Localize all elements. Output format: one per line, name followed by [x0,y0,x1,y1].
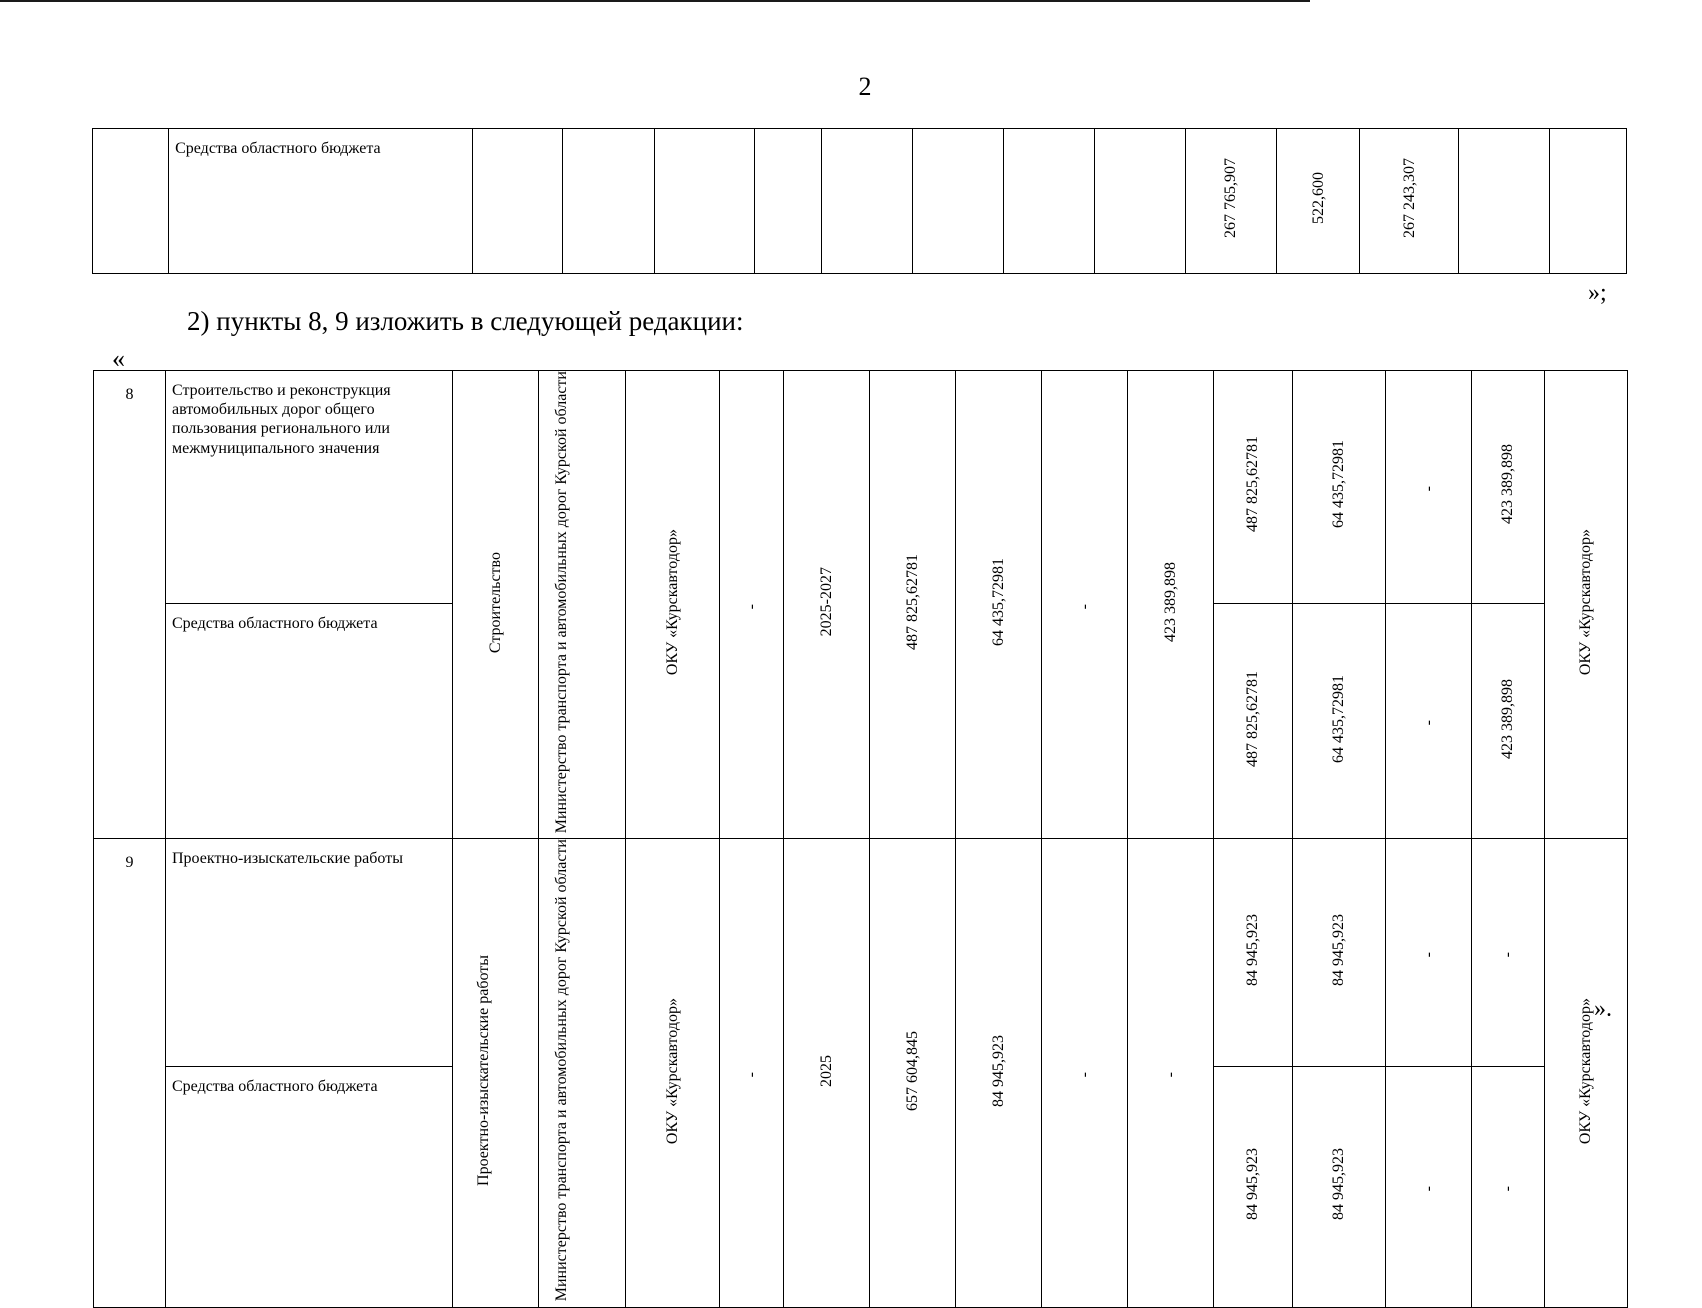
period: 2025 [784,839,870,1307]
value-2027: - [1472,839,1545,1067]
ministry: Министерство транспорта и автомобильных дорог Курской области [539,839,626,1307]
customer: ОКУ «Курскавтодор» [626,839,720,1307]
dash-cell: - [720,371,784,839]
fragment-value-total: 267 765,907 [1186,129,1277,274]
amount-2025: 84 945,923 [956,839,1042,1307]
estimated-cost: 487 825,62781 [870,371,956,839]
amount-2026: - [1042,371,1128,839]
amount-2027: 423 389,898 [1128,371,1214,839]
budget-value-total: 84 945,923 [1214,1067,1293,1308]
developer: ОКУ «Курскавтодор» [1545,839,1628,1307]
value-2025: 64 435,72981 [1293,371,1386,604]
page-top-edge [0,0,1310,2]
estimated-cost: 657 604,845 [870,839,956,1307]
amount-2027: - [1128,839,1214,1307]
opening-quote: « [112,344,125,373]
fragment-row [93,129,1627,274]
budget-value-2027: 423 389,898 [1472,603,1545,839]
work-type: Строительство [453,371,539,839]
fragment-value-3: 267 243,307 [1360,129,1458,274]
table-row-8 [94,371,1628,604]
amount-2026: - [1042,839,1128,1307]
value-2025: 84 945,923 [1293,839,1386,1067]
fragment-value-2: 522,600 [1276,129,1360,274]
value-total: 487 825,62781 [1214,371,1293,604]
budget-label: Средства областного бюджета [166,1067,453,1308]
budget-value-2026: - [1386,603,1472,839]
budget-value-2025: 64 435,72981 [1293,603,1386,839]
page-number: 2 [858,72,872,101]
row-number: 9 [94,839,166,1307]
period: 2025-2027 [784,371,870,839]
cell-empty [93,129,169,274]
row-number: 8 [94,371,166,839]
amendment-heading: 2) пункты 8, 9 изложить в следующей редакции: [187,306,744,336]
work-type: Проектно-изыскательские работы [453,839,539,1307]
object-name: Строительство и реконструкция автомобильных дорог общего пользования регионального или межмуниципального значения [166,371,453,604]
budget-value-2025: 84 945,923 [1293,1067,1386,1308]
value-2026: - [1386,371,1472,604]
table-row-9 [94,839,1628,1067]
dash-cell: - [720,839,784,1307]
closing-quote-2: ». [1594,996,1612,1022]
closing-quote-1: »; [1588,280,1607,306]
ministry: Министерство транспорта и автомобильных дорог Курской области [539,371,626,839]
customer: ОКУ «Курскавтодор» [626,371,720,839]
main-table [93,370,1628,1308]
fragment-table [92,128,1627,274]
budget-label: Средства областного бюджета [166,603,453,839]
value-2026: - [1386,839,1472,1067]
developer: ОКУ «Курскавтодор» [1545,371,1628,839]
object-name: Проектно-изыскательские работы [166,839,453,1067]
fragment-label: Средства областного бюджета [169,129,472,274]
budget-value-2027: - [1472,1067,1545,1308]
budget-value-2026: - [1386,1067,1472,1308]
budget-value-total: 487 825,62781 [1214,603,1293,839]
value-2027: 423 389,898 [1472,371,1545,604]
amount-2025: 64 435,72981 [956,371,1042,839]
value-total: 84 945,923 [1214,839,1293,1067]
